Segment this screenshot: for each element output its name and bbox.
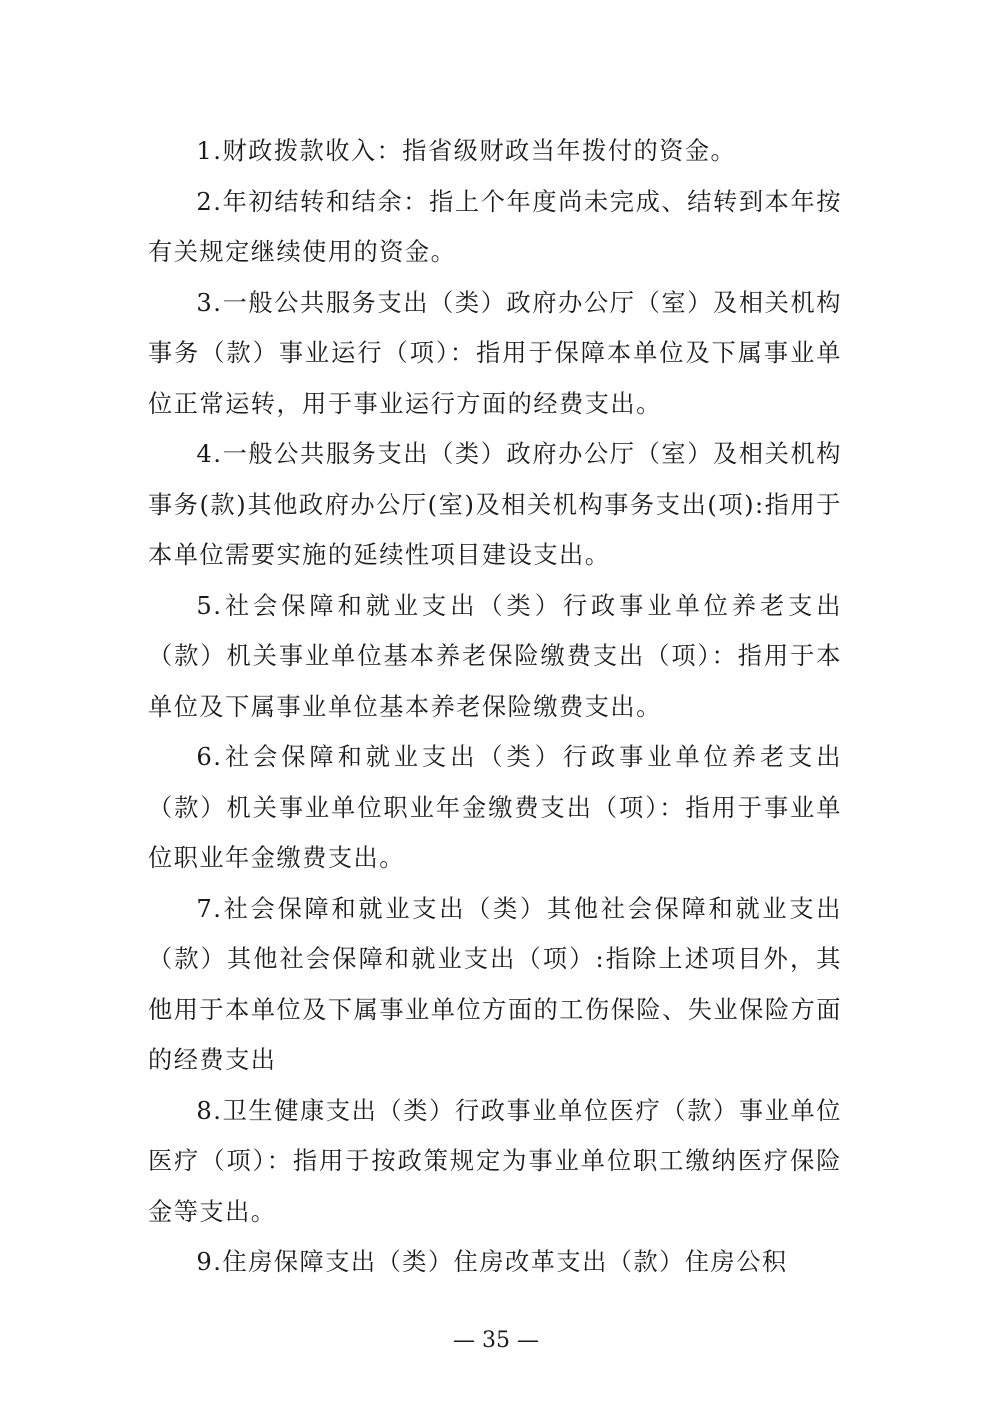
paragraph-1: 1.财政拨款收入：指省级财政当年拨付的资金。	[196, 137, 737, 165]
page-number: — 35 —	[453, 1328, 539, 1353]
body-text	[148, 126, 842, 1288]
paragraph-6: 6.社会保障和就业支出（类）行政事业单位养老支出（款）机关事业单位职业年金缴费支出（项）：指用于事业单位职业年金缴费支出。	[148, 743, 842, 872]
paragraph-7: 7.社会保障和就业支出（类）其他社会保障和就业支出（款）其他社会保障和就业支出（项）:指除上述项目外，其他用于本单位及下属事业单位方面的工伤保险、失业保险方面的经费支出	[148, 894, 842, 1074]
paragraph-2: 2.年初结转和结余：指上个年度尚未完成、结转到本年按有关规定继续使用的资金。	[148, 187, 842, 266]
paragraph-3: 3.一般公共服务支出（类）政府办公厅（室）及相关机构事务（款）事业运行（项）：指用于保障本单位及下属事业单位正常运转，用于事业运行方面的经费支出。	[148, 288, 842, 418]
paragraph-4: 4.一般公共服务支出（类）政府办公厅（室）及相关机构事务(款)其他政府办公厅(室)及相关机构事务支出(项):指用于本单位需要实施的延续性项目建设支出。	[148, 440, 842, 569]
paragraph-5: 5.社会保障和就业支出（类）行政事业单位养老支出（款）机关事业单位基本养老保险缴费支出（项）：指用于本单位及下属事业单位基本养老保险缴费支出。	[148, 591, 842, 721]
paragraph-9: 9.住房保障支出（类）住房改革支出（款）住房公积	[196, 1248, 788, 1276]
paragraph-8: 8.卫生健康支出（类）行政事业单位医疗（款）事业单位医疗（项）：指用于按政策规定为事业单位职工缴纳医疗保险金等支出。	[148, 1096, 842, 1226]
